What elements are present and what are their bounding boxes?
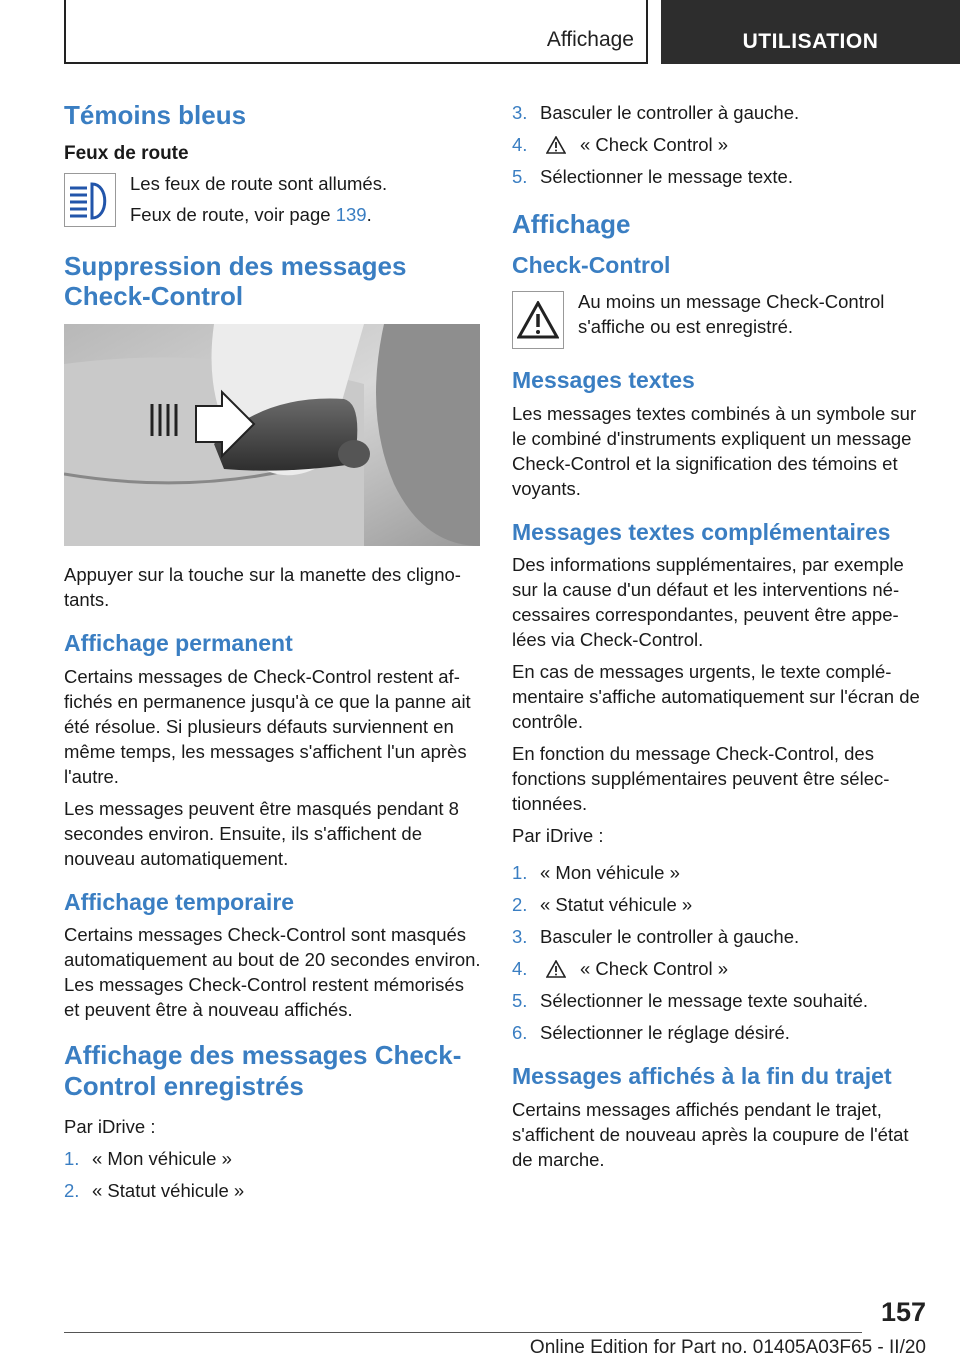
step-text: « Mon véhicule »	[92, 1147, 232, 1169]
continued-steps	[512, 100, 926, 189]
list-item	[512, 132, 926, 157]
heading-suppression: Suppression des messages Check-Control	[64, 250, 407, 312]
step-number: 1.	[512, 862, 528, 884]
header-chapter-tab	[661, 0, 960, 64]
section-affichage	[512, 209, 926, 349]
reference-suffix: .	[366, 203, 372, 225]
complementaires-paragraph-1: Des informations supplémentaires, par exemple sur la cause d'un défaut et les interventions nécessaires correspondantes, peuvent être appelées via Check-Control.	[512, 554, 904, 651]
heading-messages-complementaires: Messages textes complémentaires	[512, 518, 891, 545]
list-item	[512, 892, 926, 917]
heading-check-control: Check-Control	[512, 251, 671, 278]
right-column	[512, 100, 926, 1190]
heading-messages-enregistres: Affichage des messages Check-Control enregistrés	[64, 1040, 462, 1101]
heading-fin-trajet: Messages affichés à la fin du trajet	[512, 1063, 892, 1090]
list-item	[512, 164, 926, 189]
list-item	[64, 1146, 482, 1171]
footer-divider	[64, 1332, 862, 1333]
left-column	[64, 100, 482, 1221]
list-item	[512, 956, 926, 981]
step-number: 2.	[64, 1179, 80, 1201]
permanent-paragraph-1: Certains messages de Check-Control restent affichés en permanence jusqu'à ce que la panne ait été résolue. Si plusieurs défauts surviennent en même temps, les messages s'affichent l'un après l'autre.	[64, 665, 471, 787]
suppression-caption: Appuyer sur la touche sur la manette des clignotants.	[64, 564, 461, 611]
complementaires-steps	[512, 860, 926, 1045]
complementaires-intro: Par iDrive :	[512, 825, 604, 847]
warning-triangle-icon	[546, 960, 566, 978]
stalk-button-photo	[64, 324, 480, 546]
step-number: 5.	[512, 990, 528, 1012]
section-messages-textes	[512, 367, 926, 501]
warning-triangle-icon	[546, 136, 566, 154]
section-affichage-permanent	[64, 630, 482, 871]
step-text: Basculer le controller à gauche.	[540, 926, 800, 948]
textes-paragraph-1: Les messages textes combinés à un symbole sur le combiné d'instruments expliquent un message Check-Control et la signification des témoins et voyants.	[512, 402, 917, 499]
section-suppression	[64, 251, 482, 612]
step-number: 1.	[64, 1147, 80, 1169]
heading-messages-textes: Messages textes	[512, 367, 695, 394]
section-temoins-bleus	[64, 100, 482, 233]
step-number: 5.	[512, 166, 528, 187]
complementaires-paragraph-2: En cas de messages urgents, le texte complémentaire s'affiche automatiquement sur l'écran de contrôle.	[512, 661, 920, 733]
check-control-row	[512, 289, 926, 349]
list-item	[512, 1020, 926, 1045]
high-beam-status: Les feux de route sont allumés.	[130, 172, 388, 194]
temporaire-paragraph-1: Certains messages Check-Control sont masqués automatiquement au bout de 20 secondes environ. Les messages Check-Control restent mémorisés et peuvent être à nouveau affichés.	[64, 924, 481, 1021]
step-text: « Statut véhicule »	[92, 1179, 245, 1201]
step-text: Basculer le controller à gauche.	[540, 102, 800, 123]
complementaires-paragraph-3: En fonction du message Check-Control, des fonctions supplémentaires peuvent être sélectionnées.	[512, 743, 890, 815]
step-text: « Check Control »	[580, 958, 729, 980]
step-text: Sélectionner le message texte souhaité.	[540, 990, 869, 1012]
check-control-description: Au moins un message Check-Control s'affiche ou est enregistré.	[578, 291, 885, 338]
step-text: « Check Control »	[580, 134, 729, 155]
heading-affichage-permanent: Affichage permanent	[64, 630, 293, 657]
step-number: 3.	[512, 926, 528, 948]
high-beam-row	[64, 171, 482, 233]
heading-affichage-temporaire: Affichage temporaire	[64, 888, 295, 915]
permanent-paragraph-2: Les messages peuvent être masqués pendant 8 secondes environ. Ensuite, ils s'affichent de nouveau automatiquement.	[64, 797, 459, 869]
high-beam-reference	[130, 202, 387, 227]
step-text: « Mon véhicule »	[540, 862, 680, 884]
step-number: 4.	[512, 134, 528, 155]
enregistres-intro: Par iDrive :	[64, 1115, 156, 1137]
step-text: « Statut véhicule »	[540, 894, 693, 916]
step-text: Sélectionner le réglage désiré.	[540, 1022, 790, 1044]
step-number: 2.	[512, 894, 528, 916]
list-item	[512, 860, 926, 885]
footer-edition: Online Edition for Part no. 01405A03F65 - II/20	[529, 1337, 926, 1358]
high-beam-icon	[64, 173, 116, 227]
section-fin-trajet	[512, 1063, 926, 1172]
reference-prefix: Feux de route, voir page	[130, 203, 336, 225]
fin-trajet-paragraph-1: Certains messages affichés pendant le trajet, s'affichent de nouveau après la coupure de l'état de marche.	[512, 1099, 909, 1171]
list-item	[512, 924, 926, 949]
heading-temoins-bleus: Témoins bleus	[64, 100, 247, 130]
subheading-feux-de-route: Feux de route	[64, 142, 189, 164]
step-number: 6.	[512, 1022, 528, 1044]
page-link-139[interactable]: 139	[335, 203, 367, 225]
list-item	[512, 988, 926, 1013]
warning-triangle-icon	[512, 291, 564, 349]
chapter-label: UTILISATION	[742, 30, 879, 53]
list-item	[512, 100, 926, 125]
section-messages-enregistres	[64, 1040, 482, 1202]
step-number: 4.	[512, 958, 528, 980]
section-messages-complementaires	[512, 519, 926, 1046]
header-section-title: Affichage	[546, 28, 634, 51]
enregistres-steps	[64, 1146, 482, 1203]
heading-affichage: Affichage	[512, 209, 631, 239]
section-affichage-temporaire	[64, 889, 482, 1023]
list-item	[64, 1178, 482, 1203]
page-number: 157	[880, 1297, 926, 1327]
step-number: 3.	[512, 102, 528, 123]
step-text: Sélectionner le message texte.	[540, 166, 793, 187]
